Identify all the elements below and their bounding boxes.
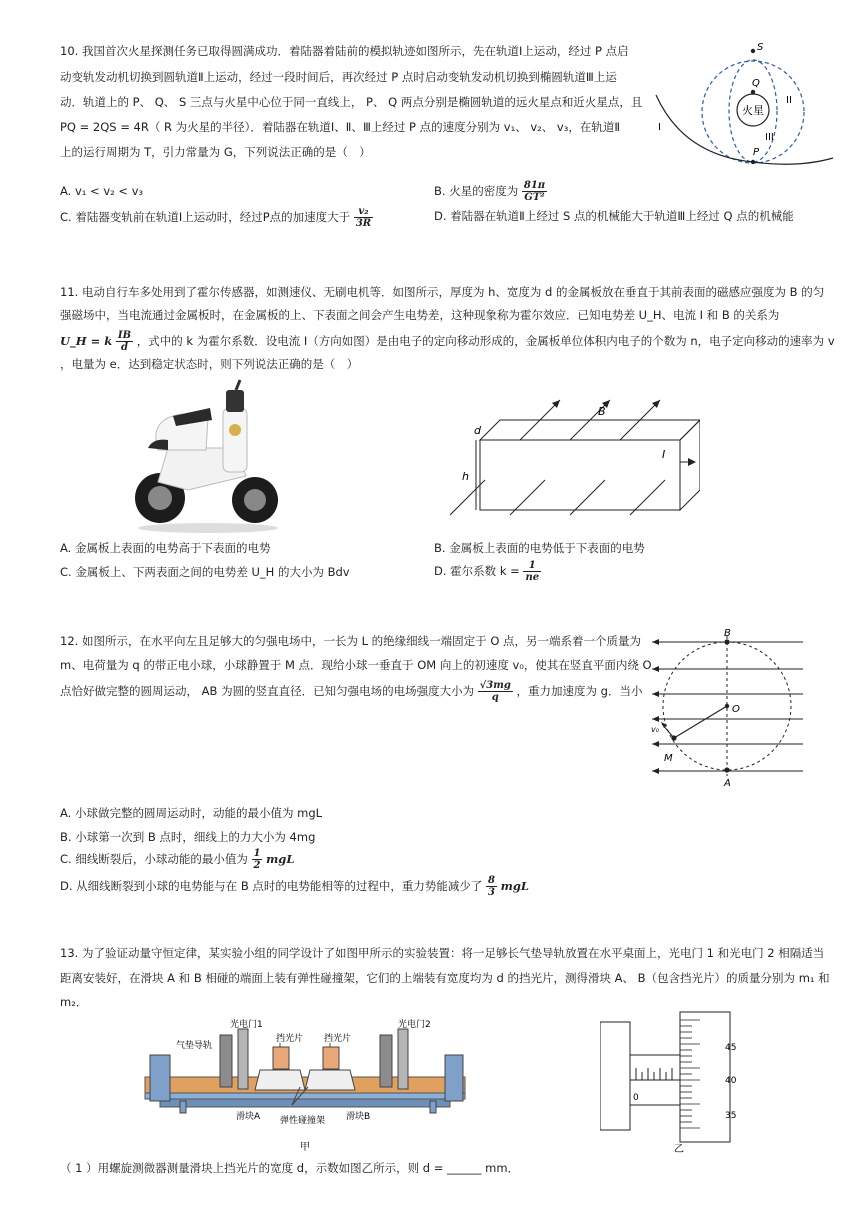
q11-line-2: 强磁场中，当电流通过金属板时，在金属板的上、下表面之间会产生电势差，这种现象称为霍尔效应．已知电势差 U_H、电流 I 和 B 的关系为 (60, 308, 780, 322)
label-m: M (664, 753, 673, 764)
scooter-image (128, 378, 288, 534)
label-o: O (732, 704, 740, 715)
plate-front-face (480, 440, 680, 510)
q13-micrometer-figure (600, 1010, 760, 1155)
q13-line-1: 13. 为了验证动量守恒定律，某实验小组的同学设计了如图甲所示的实验装置：将一足够长气垫导轨放置在水平桌面上，光电门 1 和光电门 2 相隔适当 (60, 946, 825, 960)
label-h: h (462, 470, 469, 483)
q10-option-a: A. v₁ < v₂ < v₃ (60, 184, 144, 198)
q10-option-d: D. 着陆器在轨道Ⅱ上经过 S 点的机械能大于轨道Ⅲ上经过 Q 点的机械能 (434, 209, 794, 223)
tick-35: 35 (725, 1111, 737, 1121)
q12-line-2: m、电荷量为 q 的带正电小球，小球静置于 M 点．现给小球一垂直于 OM 向上的初速度 v₀，使其在竖直平面内绕 O (60, 658, 652, 672)
q13-line-2: 距离安装好，在滑块 A 和 B 相碰的端面上装有弹性碰撞架，它们的上端装有宽度均为 d 的挡光片，测得滑块 A、 B（包含挡光片）的质量分别为 m₁ 和 (60, 971, 830, 985)
label-p: P (753, 147, 760, 158)
label-shade-2: 挡光片 (324, 1034, 352, 1044)
q10-line-2: 动变轨发动机切换到圆轨道Ⅱ上运动，经过一段时间后，再次经过 P 点时启动变轨发动机切换到椭圆轨道Ⅲ上运 (60, 70, 617, 84)
shade-plate-b (323, 1047, 339, 1069)
q10-option-b-fraction: $\frac{81\pi}{\text{GT²}}$ (523, 180, 546, 203)
label-orbit-3: III (765, 132, 774, 143)
sleeve-ticks (636, 1068, 672, 1080)
q10-line-5: 上的运行周期为 T，引力常量为 G，下列说法正确的是（ ） (60, 145, 371, 159)
label-bumper: 弹性碰撞架 (280, 1116, 326, 1126)
label-slider-a: 滑块A (236, 1112, 261, 1122)
caption-jia: 甲 (300, 1142, 310, 1153)
photogate-1 (220, 1035, 232, 1087)
label-q: Q (752, 78, 760, 89)
q12-field-fraction: $\frac{√3mg}{q}$ (479, 680, 511, 703)
right-end-block (445, 1055, 463, 1101)
caption-yi: 乙 (674, 1144, 684, 1155)
slider-b (305, 1070, 355, 1090)
tick-45: 45 (725, 1043, 737, 1053)
q11-option-c: C. 金属板上、下两表面之间的电势差 U_H 的大小为 Bdv (60, 565, 350, 579)
q12-option-b: B. 小球第一次到 B 点时，细线上的力大小为 4mg (60, 830, 316, 844)
q12-line-3: 点恰好做完整的圆周运动， AB 为圆的竖直直径．已知匀强电场的电场强度大小为 $\frac{√3mg}{q}$ ，重力加速度为 g．当小 (60, 680, 643, 703)
q11-formula-fraction: $\frac{IB}{d}$ (117, 330, 132, 353)
q11-line-1: 11. 电动自行车多处用到了霍尔传感器，如测速仪、无刷电机等．如图所示，厚度为 h、宽度为 d 的金属板放在垂直于其前表面的磁感应强度为 B 的匀 (60, 285, 825, 299)
q10-orbit-figure (648, 40, 838, 170)
label-mars: 火星 (742, 104, 764, 117)
label-air-track: 气垫导轨 (176, 1041, 213, 1051)
left-end-block (150, 1055, 170, 1101)
q11-hall-plate-figure (440, 390, 700, 520)
q10-option-c: C. 着陆器变轨前在轨道Ⅰ上运动时，经过P点的加速度大于 $\frac{\text{v₂}}{3R}$ (60, 206, 372, 229)
label-i: I (662, 448, 666, 461)
tick-0: 0 (633, 1093, 639, 1103)
q13-line-3: m₂． (60, 995, 88, 1009)
shade-plate-a (273, 1047, 289, 1069)
q13-sub-question-1: （ 1 ）用螺旋测微器测量滑块上挡光片的宽度 d，示数如图乙所示，则 d = ______ mm． (60, 1161, 520, 1175)
label-orbit-1: I (658, 122, 661, 133)
micrometer-frame (600, 1022, 630, 1130)
label-gate-2: 光电门2 (398, 1020, 431, 1030)
label-slider-b: 滑块B (346, 1112, 371, 1122)
slider-a (255, 1070, 305, 1090)
label-s: S (757, 42, 764, 53)
point-q (751, 90, 755, 94)
label-a: A (724, 778, 731, 789)
photogate-2 (380, 1035, 392, 1087)
q11-option-d: D. 霍尔系数 k = $\frac{1}{ne}$ (434, 560, 540, 583)
q12-option-c-fraction: $\frac{1}{2}$ (253, 848, 261, 871)
q12-field-figure (648, 624, 808, 794)
micrometer-thimble (680, 1012, 730, 1142)
q10-line-4: PQ = 2QS = 4R（ R 为火星的半径）．着陆器在轨道Ⅰ、Ⅱ、Ⅲ上经过 P 点的速度分别为 v₁、 v₂、 v₃，在轨道Ⅱ (60, 120, 621, 134)
q11-line-4: ，电量为 e．达到稳定状态时，则下列说法正确的是（ ） (60, 357, 359, 371)
label-b: B (598, 405, 606, 418)
label-v0: v₀ (651, 725, 659, 734)
point-p (751, 160, 755, 164)
label-b: B (724, 628, 731, 639)
q11-option-d-fraction: $\frac{1}{ne}$ (525, 560, 540, 583)
q10-line-1: 10. 我国首次火星探测任务已取得圆满成功．着陆器着陆前的模拟轨迹如图所示，先在轨道Ⅰ上运动，经过 P 点启 (60, 44, 629, 58)
label-d: d (474, 424, 481, 437)
q11-line-3: U_H = k $\frac{IB}{d}$ ，式中的 k 为霍尔系数．设电流 I（方向如图）是由电子的定向移动形成的，金属板单位体积内电子的个数为 n，电子定向移动的速率为 v (60, 330, 835, 353)
q10-option-c-fraction: $\frac{\text{v₂}}{3R}$ (355, 206, 372, 229)
plate-top-face (480, 420, 700, 440)
q11-option-a: A. 金属板上表面的电势高于下表面的电势 (60, 541, 271, 555)
thimble-ticks (680, 1020, 700, 1128)
label-shade-1: 挡光片 (276, 1034, 304, 1044)
q13-air-track-figure (140, 1015, 480, 1155)
label-orbit-2: II (786, 95, 792, 106)
q12-option-a: A. 小球做完整的圆周运动时，动能的最小值为 mgL (60, 806, 323, 820)
q10-option-b: B. 火星的密度为 $\frac{81\pi}{\text{GT²}}$ (434, 180, 546, 203)
label-gate-1: 光电门1 (230, 1020, 263, 1030)
q12-option-c: C. 细线断裂后，小球动能的最小值为 $\frac{1}{2}$ mgL (60, 848, 295, 871)
q12-option-d-fraction: $\frac{8}{3}$ (488, 875, 495, 898)
q12-option-d: D. 从细线断裂到小球的电势能与在 B 点时的电势能相等的过程中，重力势能减少了 $\frac{8}{3}$ mgL (60, 875, 529, 898)
q12-line-1: 12. 如图所示，在水平向左且足够大的匀强电场中，一长为 L 的绝缘细线一端固定于 O 点，另一端系着一个质量为 (60, 634, 642, 648)
point-s (751, 49, 755, 53)
string-om (674, 706, 727, 738)
q11-option-b: B. 金属板上表面的电势低于下表面的电势 (434, 541, 645, 555)
q10-line-3: 动．轨道上的 P、 Q、 S 三点与火星中心位于同一直线上， P、 Q 两点分别是椭圆轨道的远火星点和近火星点，且 (60, 95, 643, 109)
tick-40: 40 (725, 1076, 737, 1086)
